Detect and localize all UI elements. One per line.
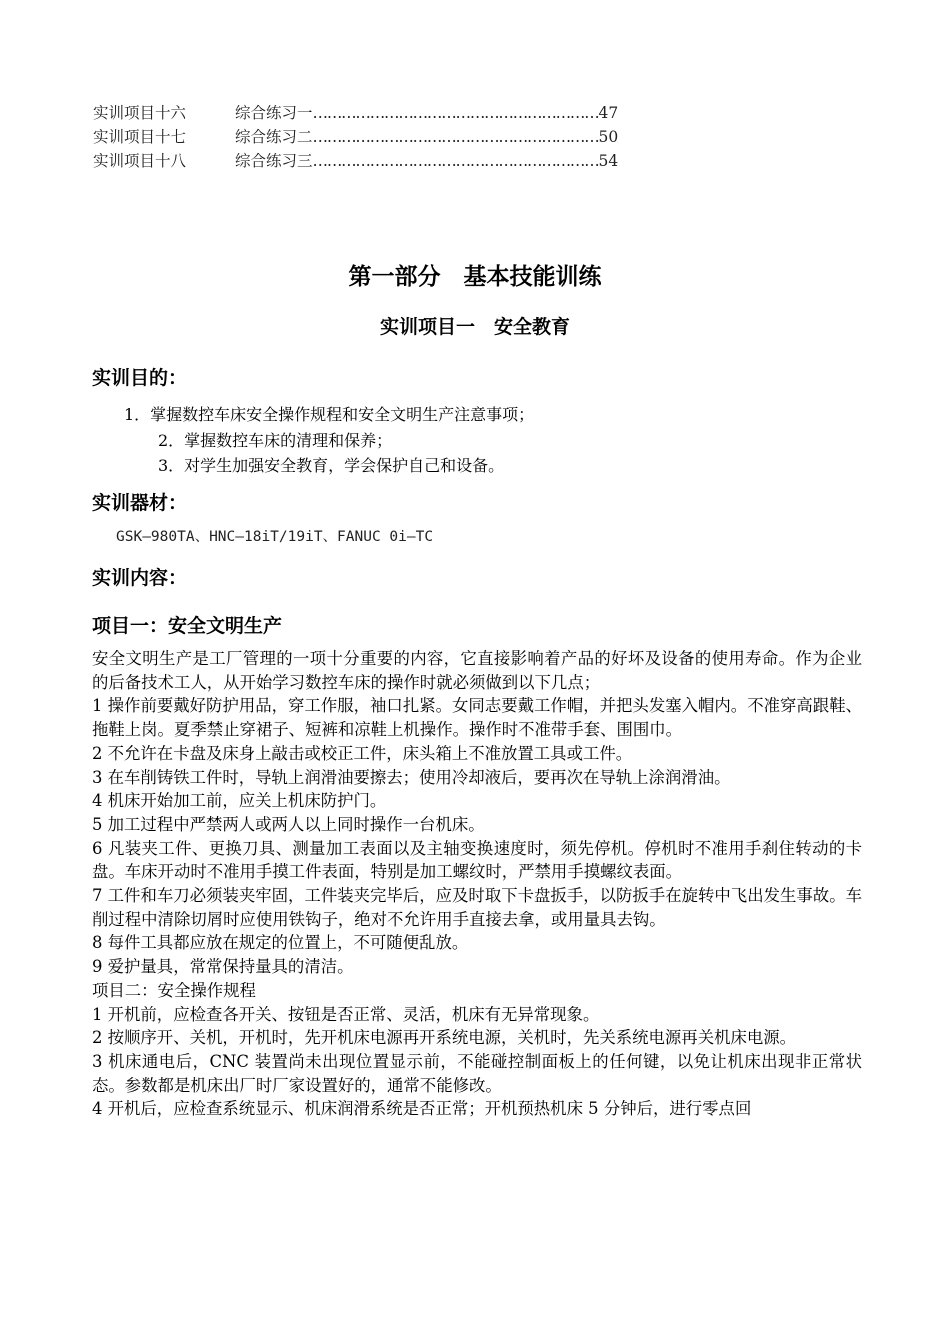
- toc-leader-dots: ……………………………………………………: [312, 128, 599, 146]
- table-of-contents: [93, 101, 733, 173]
- paragraph: 3 在车削铸铁工件时，导轨上润滑油要擦去；使用冷却液后，要再次在导轨上涂润滑油。: [92, 767, 731, 787]
- body-text: [92, 647, 862, 1121]
- toc-page-number: 50: [598, 128, 619, 146]
- toc-item-title: 综合练习二: [235, 128, 313, 146]
- paragraph: 4 机床开始加工前，应关上机床防护门。: [92, 791, 387, 811]
- content-heading: 实训内容：: [92, 567, 188, 589]
- paragraph: 1 开机前，应检查各开关、按钮是否正常、灵活，机床有无异常现象。: [92, 1004, 600, 1024]
- paragraph: 8 每件工具都应放在规定的位置上，不可随便乱放。: [92, 933, 469, 953]
- paragraph: 4 开机后，应检查系统显示、机床润滑系统是否正常；开机预热机床 5 分钟后，进行零点回: [92, 1099, 752, 1119]
- paragraph: 安全文明生产是工厂管理的一项十分重要的内容，它直接影响着产品的好坏及设备的使用寿命。作为企业的后备技术工人，从开始学习数控车床的操作时就必须做到以下几点；: [92, 649, 862, 692]
- toc-item-title: 综合练习一: [235, 104, 313, 122]
- section-heading: 项目一：安全文明生产: [92, 615, 283, 637]
- objective-item: 3．对学生加强安全教育，学会保护自己和设备。: [158, 456, 505, 475]
- paragraph: 6 凡装夹工件、更换刀具、测量加工表面以及主轴变换速度时，须先停机。停机时不准用手刹住转动的卡盘。车床开动时不准用手摸工件表面，特别是加工螺纹时，严禁用手摸螺纹表面。: [92, 838, 862, 882]
- toc-entry: [93, 149, 733, 173]
- paragraph: 1 操作前要戴好防护用品，穿工作服，袖口扎紧。女同志要戴工作帽，并把头发塞入帽内。不准穿高跟鞋、拖鞋上岗。夏季禁止穿裙子、短裤和凉鞋上机操作。操作时不准带手套、围围巾。: [92, 696, 862, 740]
- paragraph: 2 不允许在卡盘及床身上敲击或校正工件，床头箱上不准放置工具或工件。: [92, 743, 633, 763]
- equipment-heading: 实训器材：: [92, 492, 188, 514]
- paragraph: 7 工件和车刀必须装夹牢固，工件装夹完毕后，应及时取下卡盘扳手，以防扳手在旋转中飞出发生事故。车削过程中清除切屑时应使用铁钩子，绝对不允许用手直接去拿，或用量具去钩。: [92, 886, 862, 929]
- toc-item-number: 实训项目十七: [93, 128, 187, 146]
- toc-page-number: 54: [598, 152, 619, 170]
- paragraph: 3 机床通电后，CNC 装置尚未出现位置显示前，不能碰控制面板上的任何键，以免让机床出现非正常状态。参数都是机床出厂时厂家设置好的，通常不能修改。: [92, 1051, 862, 1095]
- objective-item: 1．掌握数控车床安全操作规程和安全文明生产注意事项；: [124, 405, 535, 424]
- toc-item-number: 实训项目十六: [93, 104, 187, 122]
- objective-item: 2．掌握数控车床的清理和保养；: [158, 431, 393, 450]
- toc-item-title: 综合练习三: [235, 152, 313, 170]
- toc-entry: [93, 101, 733, 125]
- equipment-list: GSK—980TA、HNC—18iT/19iT、FANUC 0i—TC: [116, 529, 434, 545]
- paragraph: 2 按顺序开、关机，开机时，先开机床电源再开系统电源，关机时，先关系统电源再关机床电源。: [92, 1028, 797, 1048]
- toc-entry: [93, 125, 733, 149]
- toc-page-number: 47: [598, 104, 619, 122]
- project-title: 实训项目一 安全教育: [379, 316, 570, 338]
- paragraph: 项目二：安全操作规程: [92, 980, 256, 1000]
- toc-leader-dots: ……………………………………………………: [312, 152, 599, 170]
- part-title: 第一部分 基本技能训练: [348, 264, 602, 290]
- toc-item-number: 实训项目十八: [93, 152, 187, 170]
- paragraph: 9 爱护量具，常常保持量具的清洁。: [92, 957, 354, 977]
- toc-leader-dots: ……………………………………………………: [312, 104, 599, 122]
- objective-heading: 实训目的：: [92, 367, 188, 389]
- paragraph: 5 加工过程中严禁两人或两人以上同时操作一台机床。: [92, 814, 485, 834]
